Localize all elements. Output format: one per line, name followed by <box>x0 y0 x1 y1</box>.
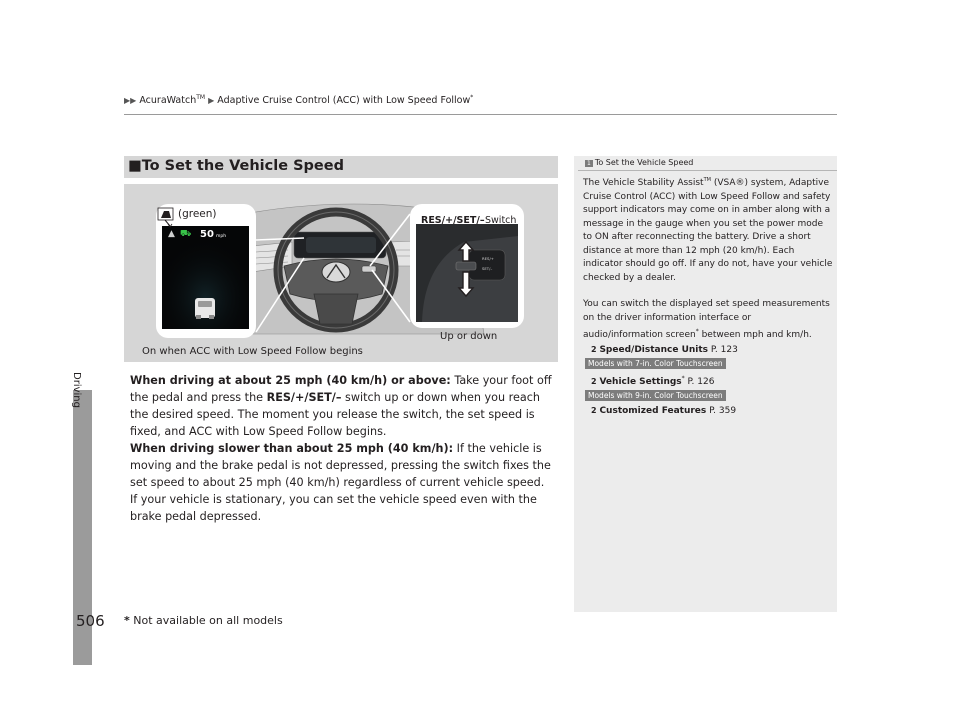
footnote-star: * <box>124 614 130 627</box>
notes-heading <box>585 158 693 167</box>
body-text-span: If the vehicle is moving and the brake pedal is not depressed, pressing the switch fixes the set speed to about 25 mph (40 km/h) regardless of current vehicle speed. If your vehicle is stationary, you can set the vehicle speed even with the brake pedal depressed. <box>130 442 551 523</box>
set-speed-readout: 50 <box>200 229 214 240</box>
ref-arrow-icon: 2 <box>591 405 597 415</box>
section-marker: ■ <box>128 158 142 174</box>
switch-inset <box>410 204 524 342</box>
notes-paragraph-vsa <box>583 174 833 285</box>
breadcrumb-arrow-icon: ▶ <box>208 96 215 106</box>
callout-up-or-down: Up or down <box>440 331 498 342</box>
ref-customized-features[interactable] <box>591 404 833 419</box>
acc-indicator-icon: ⛟ <box>180 229 192 239</box>
footnote <box>124 614 283 627</box>
breadcrumb-item-acurawatch[interactable]: AcuraWatch <box>139 95 197 107</box>
optional-equipment-mark: * <box>681 374 685 382</box>
switch-label-res: RES/+ <box>482 256 494 261</box>
notes-text-span: The Vehicle Stability Assist <box>583 178 704 188</box>
notes-body <box>583 174 833 418</box>
notes-paragraph-units <box>583 298 833 343</box>
switch-label-set: SET/– <box>482 266 493 271</box>
ref-arrow-icon: 2 <box>591 344 597 354</box>
notes-text-span: between mph and km/h. <box>698 330 812 340</box>
ref-page: P. 126 <box>684 376 715 387</box>
distance-bars-icon: ▲ <box>168 229 175 239</box>
breadcrumb-item-acc[interactable]: Adaptive Cruise Control (ACC) with Low Speed Follow <box>217 95 471 107</box>
lead-vehicle-icon <box>195 298 215 319</box>
body-lead-fast: When driving at about 25 mph (40 km/h) or above: <box>130 374 451 387</box>
ref-title: Customized Features <box>599 405 707 416</box>
badge-7in <box>583 357 833 372</box>
callout-switch-label: RES/+/SET/– <box>421 215 485 226</box>
gauge-inset <box>156 204 256 338</box>
callout-switch-suffix: Switch <box>485 215 517 226</box>
badge-7in-text: Models with 7-in. Color Touchscreen <box>585 358 726 369</box>
badge-9in <box>583 389 833 404</box>
body-switch-name: RES/+/SET/– <box>266 391 342 404</box>
chapter-tab-label: Driving <box>71 372 82 408</box>
notes-text-span: You can switch the displayed set speed measurements on the driver information interface or audio/information screen <box>583 299 830 340</box>
inset-label-green: (green) <box>178 208 217 220</box>
body-text-span: switch up or down when you reach the desired speed. The moment you release the switch, the set speed is fixed, and ACC with Low Speed Follow begins. <box>130 391 541 438</box>
ref-title: Speed/Distance Units <box>599 344 709 355</box>
header-rule <box>124 114 837 115</box>
body-text-span: Take your foot off the pedal and press the <box>130 374 552 404</box>
page-number: 506 <box>76 612 105 630</box>
optional-equipment-mark: * <box>470 94 474 101</box>
body-paragraph-slow <box>130 440 555 525</box>
ref-speed-distance-units[interactable] <box>591 343 833 358</box>
footnote-text: Not available on all models <box>129 614 283 627</box>
ref-vehicle-settings[interactable] <box>591 372 833 390</box>
trademark-mark: TM <box>196 94 206 101</box>
body-paragraph-fast <box>130 372 555 440</box>
body-lead-slow: When driving slower than about 25 mph (40 km/h): <box>130 442 454 455</box>
ref-title: Vehicle Settings <box>599 376 682 387</box>
badge-9in-text: Models with 9-in. Color Touchscreen <box>585 390 726 401</box>
notes-marker-icon: 1 <box>587 160 591 167</box>
body-text <box>130 372 555 525</box>
section-title <box>128 158 344 174</box>
figure-panel <box>124 184 558 362</box>
steering-wheel-illustration <box>124 184 558 362</box>
notes-text-span: (VSA®) system, Adaptive Cruise Control (ACC) with Low Speed Follow and safety support indicators may come on in amber along with a message in the gauge when you set the power mode to ON after reconnecting the battery. Drive a short distance at more than 12 mph (20 km/h). Each indicator should go off. If any do not, have your vehicle checked by a dealer. <box>583 178 833 283</box>
section-title-text: To Set the Vehicle Speed <box>141 158 344 174</box>
notes-rule <box>578 170 837 171</box>
optional-equipment-mark: * <box>695 328 699 335</box>
breadcrumb <box>124 94 473 106</box>
set-speed-unit: mph <box>216 234 227 239</box>
figure-caption: On when ACC with Low Speed Follow begins <box>142 346 363 357</box>
breadcrumb-arrow-icon: ▶▶ <box>124 96 137 106</box>
ref-page: P. 359 <box>706 405 737 416</box>
ref-page: P. 123 <box>708 344 738 355</box>
trademark-mark: TM <box>703 177 711 183</box>
ref-arrow-icon: 2 <box>591 376 597 386</box>
notes-heading-text: To Set the Vehicle Speed <box>594 158 694 167</box>
